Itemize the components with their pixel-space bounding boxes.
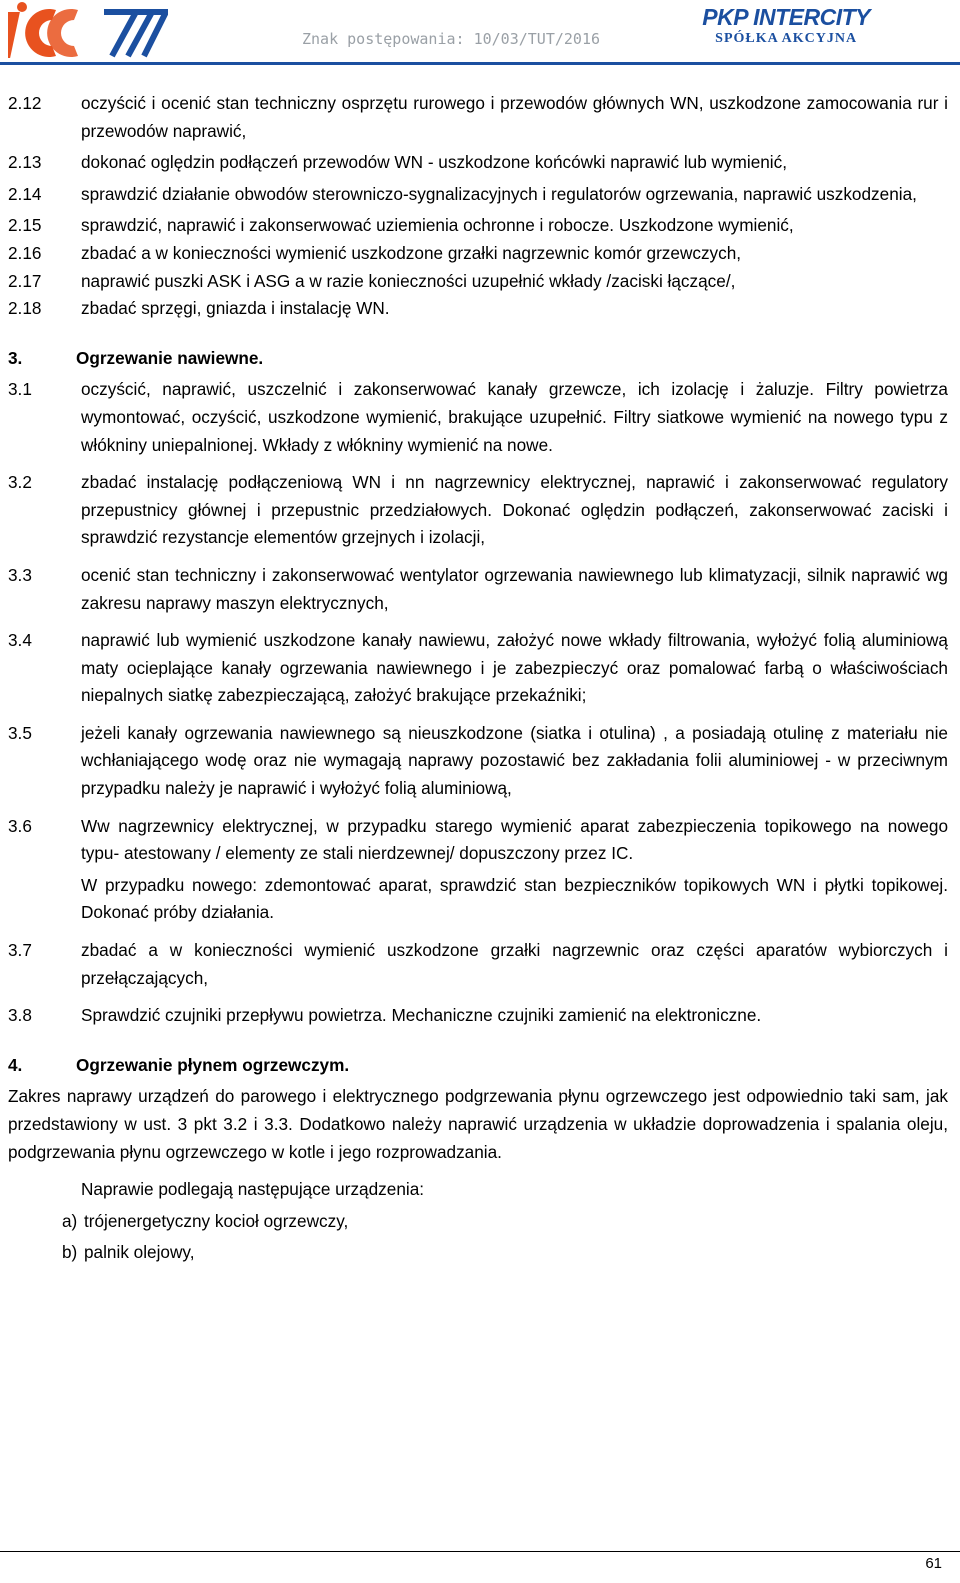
item-number: 2.13 [8,152,42,173]
brand-block [702,4,870,47]
item-text: zbadać a w konieczności wymienić uszkodzone grzałki nagrzewnic komór grzewczych, [81,242,742,263]
list-item [8,627,948,710]
item-number: 2.14 [8,183,42,204]
item-text: trójenergetyczny kocioł ogrzewczy, [84,1210,349,1231]
item-number: 3.5 [8,722,32,743]
item-text: palnik olejowy, [84,1242,195,1263]
header-divider [0,62,960,65]
item-text: dokonać oględzin podłączeń przewodów WN - uszkodzone końcówki naprawić lub wymienić, [81,152,787,173]
item-number: 2.15 [8,215,42,236]
page-header: Znak postępowania: 10/03/TUT/2016 PKP INTERCITY SPÓŁKA AKCYJNA [0,0,960,64]
list-item [8,469,948,552]
intercity-logo [8,2,168,60]
list-item [8,212,948,240]
item-number: 3.8 [8,1005,32,1026]
list-item [8,1239,948,1267]
list-item [8,1002,948,1030]
item-number: 3.6 [8,815,32,836]
section-number: 3. [8,347,23,368]
list-item [8,295,948,323]
footer-divider [0,1551,960,1552]
item-text: Ww nagrzewnicy elektrycznej, w przypadku starego wymienić aparat zabezpieczenia topikowego na nowego typu- atestowany / elementy ze stali nierdzewnej/ dopuszczony przez IC. [81,815,948,864]
item-text: zbadać instalację podłączeniową WN i nn nagrzewnicy elektrycznej, naprawić i zakonserwować regulatory przepustnicy głównej i przepustnic przedziałowych. Dokonać oględzin podłączeń, zakonserwować zaciski i sprawdzić rezystancje elementów grzejnych i izolacji, [81,472,948,548]
list-item [8,937,948,992]
item-number: 3.7 [8,940,32,961]
item-text: ocenić stan techniczny i zakonserwować wentylator ogrzewania nawiewnego lub klimatyzacji, silnik naprawić wg zakresu naprawy maszyn elektrycznych, [81,564,948,613]
item-text: Sprawdzić czujniki przepływu powietrza. Mechaniczne czujniki zamienić na elektroniczne. [81,1005,762,1026]
section-title: Ogrzewanie nawiewne. [76,347,264,368]
section-paragraph: Zakres naprawy urządzeń do parowego i elektrycznego podgrzewania płynu ogrzewczego jest odpowiednio taki sam, jak przedstawiony w ust. 3 pkt 3.2 i 3.3. Dodatkowo należy naprawić urządzenia w układzie doprowadzenia i spalania oleju, podgrzewania płynu ogrzewczego w kotle i jego rozprowadzania. [8,1086,948,1162]
section-heading [8,345,948,373]
section-title: Ogrzewanie płynem ogrzewczym. [76,1054,350,1075]
item-number: 2.18 [8,298,42,319]
section-number: 4. [8,1054,23,1075]
item-number: 3.2 [8,472,32,493]
item-text: naprawić lub wymienić uszkodzone kanały nawiewu, założyć nowe wkłady filtrowania, wyłożyć folią aluminiową maty ocieplające kanały ogrzewania nawiewnego i je zabezpieczyć oraz pomalować farbą o właściwościach niepalnych siatkę zabezpieczającą, założyć brakujące przekaźniki; [81,630,948,706]
item-text: oczyścić, naprawić, uszczelnić i zakonserwować kanały grzewcze, ich izolację i żaluzje. Filtry powietrza wymontować, oczyścić, uszkodzone wymienić, brakujące uzupełnić. Filtry siatkowe wymienić na nowego typu z włókniny uniepalnionej. Wkłady z włókniny wymienić na nowe. [81,379,948,455]
section-heading [8,1052,948,1080]
list-item [8,268,948,296]
item-text: oczyścić i ocenić stan techniczny osprzętu rurowego i przewodów głównych WN, uszkodzone zamocowania rur i przewodów naprawić, [81,93,948,141]
list-item [8,240,948,268]
item-text: zbadać a w konieczności wymienić uszkodzone grzałki nagrzewnic oraz części aparatów wybiorczych i przełączających, [81,940,948,988]
list-item [8,149,948,177]
list-item [8,813,948,868]
item-number: 2.16 [8,242,42,263]
item-text: sprawdzić, naprawić i zakonserwować uziemienia ochronne i robocze. Uszkodzone wymienić, [81,215,794,236]
list-item [8,181,948,209]
list-item [8,562,948,617]
list-intro: Naprawie podlegają następujące urządzenia: [81,1179,425,1200]
item-text: zbadać sprzęgi, gniazda i instalację WN. [81,298,390,319]
item-number: 3.4 [8,630,32,651]
list-item [8,1208,948,1236]
list-item [8,90,948,145]
page-number: 61 [925,1555,942,1572]
item-text: jeżeli kanały ogrzewania nawiewnego są nieuszkodzone (siatka i otulina) , a posiadają otulinę z materiału nie wchłaniającego wodę oraz nie wymagają naprawy pozostawić bez zakładania folii aluminiowej - w przeciwnym przypadku należy je naprawić i wyłożyć folią aluminiową, [81,722,948,799]
item-label: a) [62,1210,78,1231]
item-number: 2.17 [8,270,42,291]
item-number: 3.1 [8,379,32,400]
item-number: 2.12 [8,93,42,113]
item-label: b) [62,1242,78,1263]
list-item [8,720,948,803]
brand-subtitle: SPÓŁKA AKCYJNA [715,31,858,46]
brand-title: PKP INTERCITY [702,4,870,30]
item-text: naprawić puszki ASK i ASG a w razie konieczności uzupełnić wkłady /zaciski łączące/, [81,270,736,291]
item-continuation: W przypadku nowego: zdemontować aparat, sprawdzić stan bezpieczników topikowych WN i płytki topikowej. Dokonać próby działania. [81,874,948,923]
document-body [8,90,948,1267]
item-number: 3.3 [8,564,32,585]
list-item [8,376,948,459]
item-text: sprawdzić działanie obwodów sterowniczo-sygnalizacyjnych i regulatorów ogrzewania, naprawić uszkodzenia, [81,183,917,204]
